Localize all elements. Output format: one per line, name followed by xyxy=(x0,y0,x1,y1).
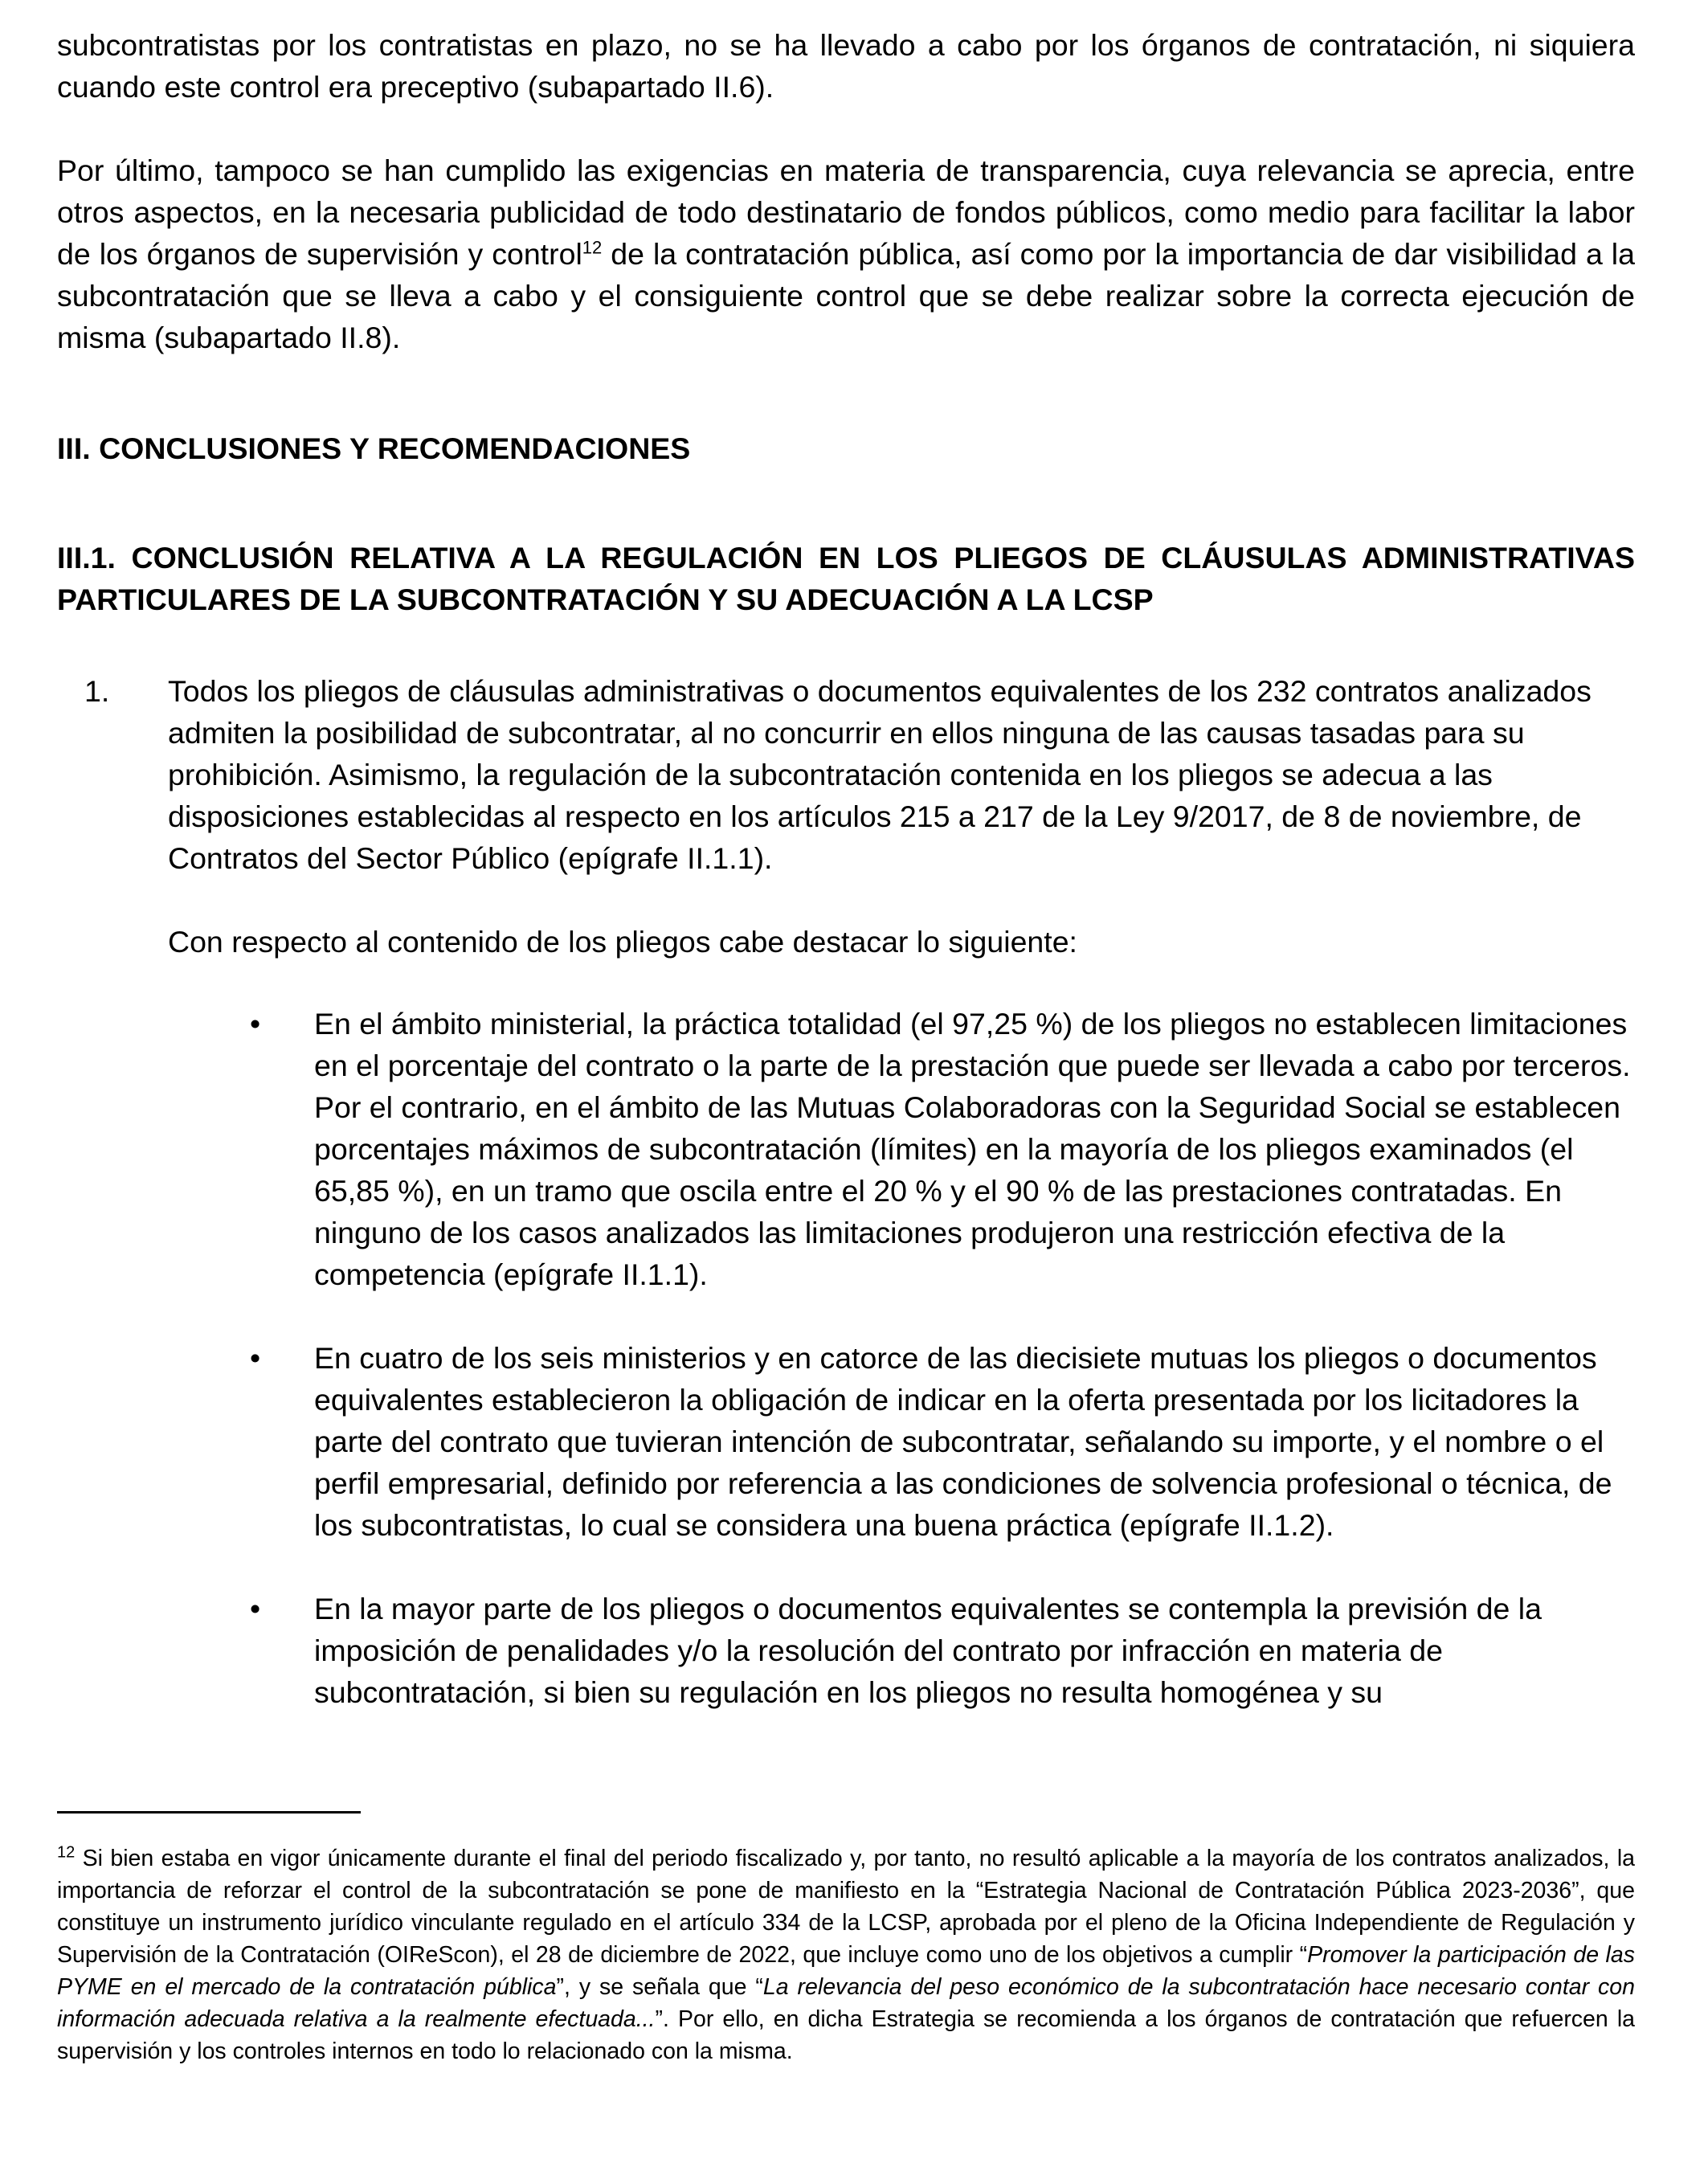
footnote-segment-2: ”, y se señala que “ xyxy=(556,1974,763,2000)
footnote-segment-3: ”. Por ello, en dicha Estrategia se recomienda a los órganos de contratación que refuercen la supervisión y los controles internos en todo lo relacionado con la misma. xyxy=(57,2006,1636,2064)
bullet-item-2 xyxy=(250,1337,1635,1546)
footnote-segment-1: Si bien estaba en vigor únicamente durante el final del periodo fiscalizado y, por tanto, no resultó aplicable a la mayoría de los contratos analizados, la importancia de reforzar el control de la subcontratación se pone de manifiesto en la “Estrategia Nacional de Contratación Pública 2023-2036”, que constituye un instrumento jurídico vinculante regulado en el artículo 334 de la LCSP, aprobada por el pleno de la Oficina Independiente de Regulación y Supervisión de la Contratación (OIReScon), el 28 de diciembre de 2022, que incluye como uno de los objetivos a cumplir “ xyxy=(57,1846,1635,1968)
heading-subsection-iii-1: III.1. CONCLUSIÓN RELATIVA A LA REGULACIÓN EN LOS PLIEGOS DE CLÁUSULAS ADMINISTRATIVAS PARTICULARES DE LA SUBCONTRATACIÓN Y SU ADECUACIÓN A LA LCSP xyxy=(57,541,1635,616)
paragraph-transparencia-after: de la contratación pública, así como por la importancia de dar visibilidad a la subcontratación que se lleva a cabo y el consiguiente control que se debe realizar sobre la correcta ejecución de misma (subapartado II.8). xyxy=(57,237,1635,354)
bullet-item-1-text: En el ámbito ministerial, la práctica totalidad (el 97,25 %) de los pliegos no establecen limitaciones en el porcentaje del contrato o la parte de la prestación que puede ser llevada a cabo por terceros. Por el contrario, en el ámbito de las Mutuas Colaboradoras con la Seguridad Social se establecen porcentajes máximos de subcontratación (límites) en la mayoría de los pliegos examinados (el 65,85 %), en un tramo que oscila entre el 20 % y el 90 % de las prestaciones contratadas. En ninguno de los casos analizados las limitaciones produjeron una restricción efectiva de la competencia (epígrafe II.1.1). xyxy=(314,1007,1631,1291)
footnote-separator xyxy=(57,1811,361,1813)
bullet-item-1 xyxy=(250,1003,1635,1295)
footnote-area xyxy=(57,1811,1635,2067)
footnote-reference-12[interactable]: 12 xyxy=(582,237,603,258)
paragraph-continuation: subcontratistas por los contratistas en plazo, no se ha llevado a cabo por los órganos de contratación, ni siquiera cuando este control era preceptivo (subapartado II.6). xyxy=(57,28,1635,104)
bullet-marker-icon: • xyxy=(250,1341,261,1375)
sub-paragraph-intro: Con respecto al contenido de los pliegos cabe destacar lo siguiente: xyxy=(168,925,1077,959)
bullet-list xyxy=(168,1003,1635,1713)
footnote-quote-2: La relevancia del peso económico de la subcontratación hace necesario contar con información adecuada relativa a la realmente efectuada... xyxy=(57,1974,1635,2032)
heading-section-iii: III. CONCLUSIONES Y RECOMENDACIONES xyxy=(57,431,691,465)
bullet-marker-icon: • xyxy=(250,1592,261,1625)
list-item-number: 1. xyxy=(84,674,110,708)
footnote-12 xyxy=(57,1842,1635,2067)
bullet-marker-icon: • xyxy=(250,1007,261,1041)
footnote-quote-1: Promover la participación de las PYME en el mercado de la contratación pública xyxy=(57,1942,1635,2000)
bullet-item-2-text: En cuatro de los seis ministerios y en catorce de las diecisiete mutuas los pliegos o documentos equivalentes establecieron la obligación de indicar en la oferta presentada por los licitadores la parte del contrato que tuvieran intención de subcontratar, señalando su importe, y el nombre o el perfil empresarial, definido por referencia a las condiciones de solvencia profesional o técnica, de los subcontratistas, lo cual se considera una buena práctica (epígrafe II.1.2). xyxy=(314,1341,1612,1542)
list-item-text: Todos los pliegos de cláusulas administrativas o documentos equivalentes de los 232 contratos analizados admiten la posibilidad de subcontratar, al no concurrir en ellos ninguna de las causas tasadas para su prohibición. Asimismo, la regulación de la subcontratación contenida en los pliegos se adecua a las disposiciones establecidas al respecto en los artículos 215 a 217 de la Ley 9/2017, de 8 de noviembre, de Contratos del Sector Público (epígrafe II.1.1). xyxy=(168,674,1592,875)
numbered-list-item xyxy=(84,670,1635,1713)
paragraph-transparencia xyxy=(57,149,1635,358)
bullet-item-3-text: En la mayor parte de los pliegos o documentos equivalentes se contempla la previsión de la imposición de penalidades y/o la resolución del contrato por infracción en materia de subcontratación, si bien su regulación en los pliegos no resulta homogénea y su xyxy=(314,1592,1542,1709)
paragraph-transparencia-before: Por último, tampoco se han cumplido las exigencias en materia de transparencia, cuya relevancia se aprecia, entre otros aspectos, en la necesaria publicidad de todo destinatario de fondos públicos, como medio para facilitar la labor de los órganos de supervisión y control xyxy=(57,153,1635,271)
numbered-list xyxy=(57,670,1635,1713)
bullet-item-3 xyxy=(250,1588,1635,1713)
footnote-number: 12 xyxy=(57,1843,76,1862)
